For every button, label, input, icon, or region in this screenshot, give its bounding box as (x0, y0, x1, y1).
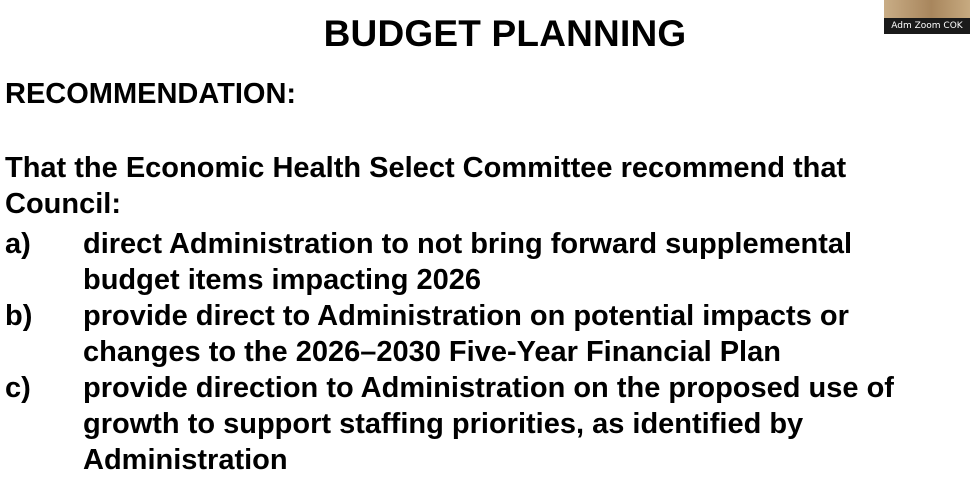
list-item-marker: b) (5, 300, 33, 332)
recommendation-list (5, 226, 965, 478)
list-item (5, 370, 965, 478)
participant-video-thumbnail[interactable] (884, 0, 970, 34)
list-item (5, 298, 965, 370)
participant-video-feed (884, 0, 970, 18)
participant-name-label: Adm Zoom COK (884, 18, 970, 34)
recommendation-intro: That the Economic Health Select Committee recommend that Council: (5, 152, 847, 220)
list-item-text: provide direct to Administration on potential impacts or changes to the 2026–2030 Five-Year Financial Plan (83, 300, 849, 368)
list-item (5, 226, 965, 298)
list-item-text: direct Administration to not bring forward supplemental budget items impacting 2026 (83, 228, 853, 296)
list-item-marker: a) (5, 228, 31, 260)
recommendation-heading: RECOMMENDATION: (5, 78, 297, 110)
list-item-text: provide direction to Administration on the proposed use of growth to support staffing priorities, as identified by Administration (83, 372, 894, 476)
slide-title: BUDGET PLANNING (323, 13, 687, 54)
list-item-marker: c) (5, 372, 31, 404)
